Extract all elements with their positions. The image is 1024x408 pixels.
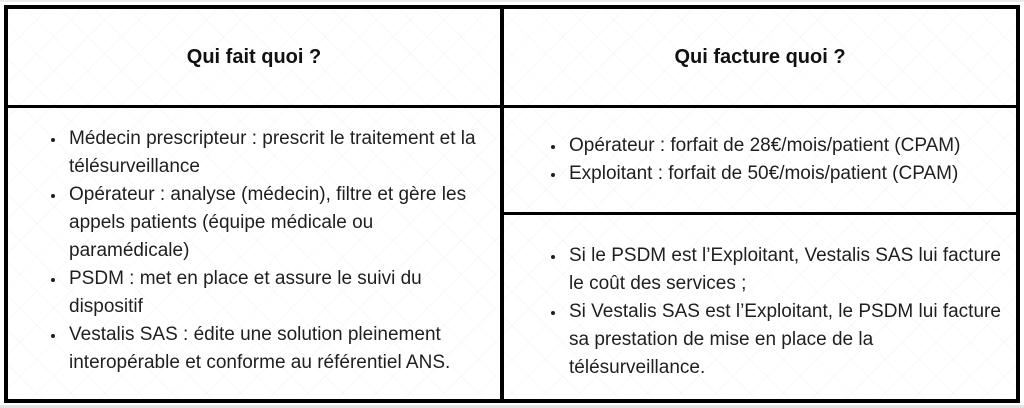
- roles-billing-table: [4, 5, 1020, 403]
- list-item: • Si le PSDM est l’Exploitant, Vestalis SAS lui facture le coût des services ;: [566, 242, 1002, 298]
- table-grid: [8, 9, 1016, 399]
- facturation-list: [530, 242, 1002, 382]
- cell-forfaits: [500, 108, 1016, 215]
- list-item: • Médecin prescripteur : prescrit le traitement et la télésurveillance: [66, 125, 490, 181]
- header-left-label: Qui fait quoi ?: [186, 45, 322, 68]
- list-item: • Opérateur : forfait de 28€/mois/patient (CPAM): [566, 132, 960, 160]
- header-right-label: Qui facture quoi ?: [674, 45, 846, 68]
- list-item: • Vestalis SAS : édite une solution pleinement interopérable et conforme au référentiel ANS.: [66, 321, 490, 377]
- list-item: • Si Vestalis SAS est l’Exploitant, le PSDM lui facture sa prestation de mise en place de la télésurveillance.: [566, 298, 1002, 382]
- list-item: • Opérateur : analyse (médecin), filtre et gère les appels patients (équipe médicale ou paramédicale): [66, 181, 490, 265]
- list-item: • PSDM : met en place et assure le suivi du dispositif: [66, 265, 490, 321]
- list-item: • Exploitant : forfait de 50€/mois/patient (CPAM): [566, 160, 960, 188]
- cell-facturation-croisee: [500, 215, 1016, 399]
- cell-roles: [8, 108, 500, 399]
- header-qui-facture-quoi: [500, 9, 1016, 108]
- roles-list: [30, 125, 490, 377]
- forfaits-list: [530, 132, 960, 188]
- header-qui-fait-quoi: [8, 9, 500, 108]
